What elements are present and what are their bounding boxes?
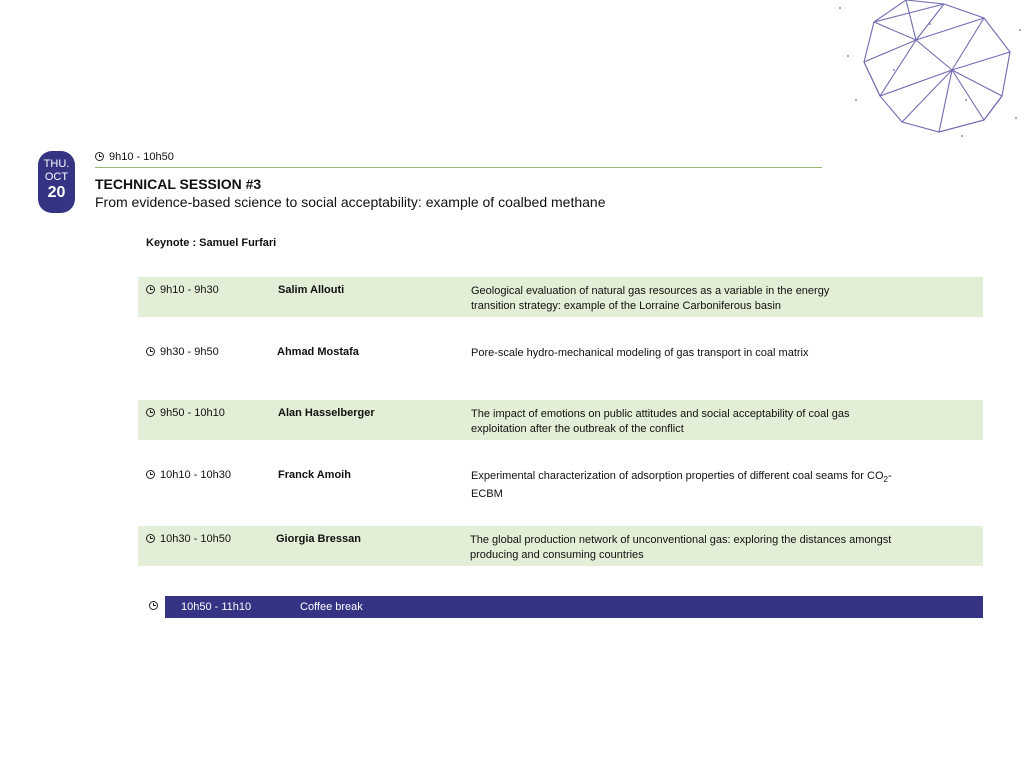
talk-title: Pore-scale hydro-mechanical modeling of gas transport in coal matrix: [471, 347, 809, 359]
coffee-break-bar: [165, 596, 983, 618]
talk-row: [138, 400, 983, 440]
clock-icon: [149, 601, 158, 610]
talk-title: Geological evaluation of natural gas resources as a variable in the energy transition strategy: example of the Lorraine Carboniferous basin: [471, 285, 830, 312]
talk-row: [138, 277, 983, 317]
talk-title: Experimental characterization of adsorption properties of different coal seams for $CO_2-$ ECBM: [471, 470, 892, 501]
talk-row: [138, 526, 983, 566]
talk-time: 10h10 - 10h30: [146, 469, 231, 481]
talk-speaker: Franck Amoih: [278, 469, 351, 481]
talk-time: 9h50 - 10h10: [146, 407, 225, 419]
talk-speaker: Giorgia Bressan: [276, 533, 361, 545]
talk-row: [138, 462, 983, 502]
session-time: [95, 151, 174, 163]
talk-title: The global production network of unconventional gas: exploring the distances amongst producing and consuming countries: [470, 534, 892, 561]
session-subtitle: From evidence-based science to social acceptability: example of coalbed methane: [95, 194, 606, 210]
clock-icon: [95, 152, 104, 161]
date-weekday: THU.: [43, 158, 70, 170]
clock-icon: [146, 408, 155, 417]
session-time-text: 9h10 - 10h50: [109, 151, 174, 163]
talk-speaker: Alan Hasselberger: [278, 407, 375, 419]
date-month: OCT: [44, 171, 69, 183]
geometric-decoration: [834, 0, 1024, 140]
talk-speaker: Salim Allouti: [278, 284, 345, 296]
talk-row: [138, 339, 983, 379]
keynote-speaker: Keynote : Samuel Furfari: [146, 237, 277, 249]
talk-time: 10h30 - 10h50: [146, 533, 231, 545]
coffee-break-time: 10h50 - 11h10: [181, 601, 252, 613]
clock-icon: [146, 470, 155, 479]
clock-icon: [146, 534, 155, 543]
date-day: 20: [47, 184, 66, 201]
date-badge: [38, 151, 75, 213]
talk-time: 9h30 - 9h50: [146, 346, 219, 358]
talk-time: 9h10 - 9h30: [146, 284, 219, 296]
talk-title: The impact of emotions on public attitudes and social acceptability of coal gas exploitation after the outbreak of the conflict: [471, 408, 850, 435]
talk-speaker: Ahmad Mostafa: [277, 346, 359, 358]
session-title: TECHNICAL SESSION #3: [95, 176, 262, 192]
clock-icon: [146, 347, 155, 356]
coffee-break-label: Coffee break: [300, 601, 363, 613]
clock-icon: [146, 285, 155, 294]
session-divider: [95, 167, 822, 168]
